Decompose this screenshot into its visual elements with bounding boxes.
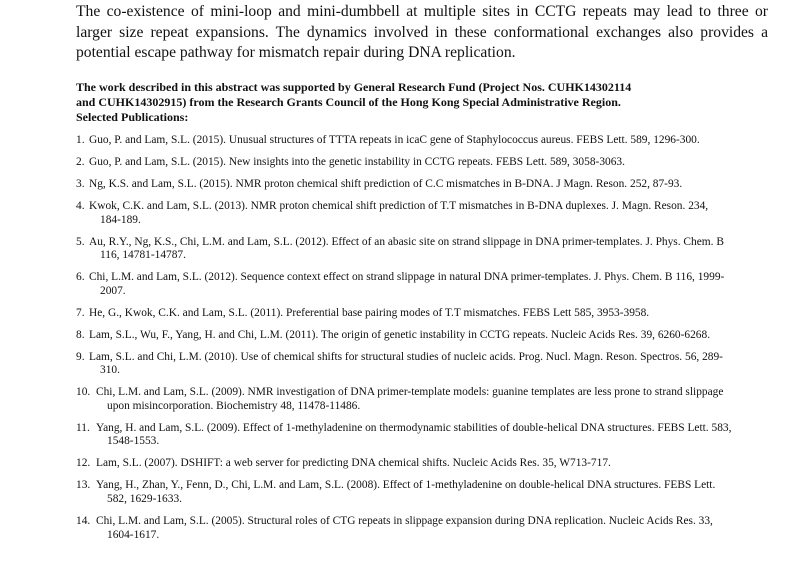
publication-number: 5. (76, 235, 85, 248)
publication-item (76, 351, 768, 378)
publication-number: 8. (76, 328, 85, 341)
publication-text: Chi, L.M. and Lam, S.L. (2005). Structural roles of CTG repeats in slippage expansion during DNA replication. Nucleic Acids Res. 33, (96, 514, 713, 527)
publication-continuation: 2007. (100, 284, 126, 297)
selected-publications-heading: Selected Publications: (76, 110, 189, 124)
publication-item (76, 422, 768, 449)
publication-number: 4. (76, 199, 85, 212)
publication-item (76, 457, 768, 471)
publication-number: 10. (76, 386, 91, 399)
publication-number: 1. (76, 134, 85, 146)
publication-text: Guo, P. and Lam, S.L. (2015). New insights into the genetic instability in CCTG repeats. FEBS Lett. 589, 3058-3063. (89, 155, 625, 168)
publication-item (76, 515, 768, 542)
publication-item (76, 178, 768, 192)
publication-number: 12. (76, 457, 91, 470)
publication-number: 7. (76, 306, 85, 319)
funding-line: and CUHK14302915) from the Research Grants Council of the Hong Kong Special Administrative Region. (76, 95, 621, 109)
publication-text: Yang, H., Zhan, Y., Fenn, D., Chi, L.M. and Lam, S.L. (2008). Effect of 1-methyladenine on double-helical DNA structures. FEBS Lett. (96, 479, 716, 492)
publication-text: He, G., Kwok, C.K. and Lam, S.L. (2011). Preferential base pairing modes of T.T mismatches. FEBS Lett 585, 3953-3958. (89, 306, 650, 319)
publication-text: Yang, H. and Lam, S.L. (2009). Effect of 1-methyladenine on thermodynamic stabilities of double-helical DNA structures. FEBS Lett. 583, (96, 421, 732, 434)
publication-number: 14. (76, 514, 91, 527)
publication-item (76, 156, 768, 170)
publication-continuation: 1548-1553. (107, 435, 160, 448)
publication-number: 6. (76, 271, 85, 284)
intro-paragraph: The co-existence of mini-loop and mini-dumbbell at multiple sites in CCTG repeats may lead to three or larger size repeat expansions. The dynamics involved in these conformational exchanges also provides a potential escape pathway for mismatch repair during DNA replication. (76, 3, 768, 61)
publication-text: Kwok, C.K. and Lam, S.L. (2013). NMR proton chemical shift prediction of T.T mismatches in B-DNA duplexes. J. Magn. Reson. 234, (89, 199, 709, 212)
publication-continuation: 116, 14781-14787. (100, 249, 186, 262)
publication-list (76, 134, 768, 551)
publication-text: Guo, P. and Lam, S.L. (2015). Unusual structures of TTTA repeats in icaC gene of Staphylococcus aureus. FEBS Lett. 589, 1296-300. (89, 134, 700, 146)
publication-item (76, 134, 768, 148)
publication-number: 13. (76, 479, 91, 492)
publication-number: 9. (76, 350, 85, 363)
publication-text: Chi, L.M. and Lam, S.L. (2009). NMR investigation of DNA primer-template models: guanine templates are less prone to strand slippage (96, 386, 724, 399)
publication-text: Ng, K.S. and Lam, S.L. (2015). NMR proton chemical shift prediction of C.C mismatches in B-DNA. J Magn. Reson. 252, 87-93. (89, 177, 683, 190)
publication-number: 3. (76, 177, 85, 190)
publication-number: 2. (76, 155, 85, 168)
publication-text: Lam, S.L. and Chi, L.M. (2010). Use of chemical shifts for structural studies of nucleic acids. Prog. Nucl. Magn. Reson. Spectros. 56, 289- (89, 350, 723, 363)
publication-item (76, 271, 768, 298)
publication-item (76, 329, 768, 343)
publication-item (76, 200, 768, 227)
publication-item (76, 307, 768, 321)
publication-item (76, 386, 768, 413)
publication-continuation: 184-189. (100, 213, 141, 226)
funding-statement (76, 80, 768, 125)
publication-number: 11. (76, 421, 90, 434)
funding-line: The work described in this abstract was supported by General Research Fund (Project Nos. CUHK14302114 (76, 80, 632, 94)
publication-item (76, 236, 768, 263)
publication-continuation: 1604-1617. (107, 528, 160, 541)
publication-text: Chi, L.M. and Lam, S.L. (2012). Sequence context effect on strand slippage in natural DNA primer-templates. J. Phys. Chem. B 116, 1999- (89, 271, 725, 284)
publication-text: Au, R.Y., Ng, K.S., Chi, L.M. and Lam, S.L. (2012). Effect of an abasic site on strand slippage in DNA primer-templates. J. Phys. Chem. B (89, 235, 724, 248)
publication-text: Lam, S.L., Wu, F., Yang, H. and Chi, L.M. (2011). The origin of genetic instability in CCTG repeats. Nucleic Acids Res. 39, 6260-6268. (89, 328, 711, 341)
publication-continuation: 310. (100, 364, 120, 377)
publication-continuation: 582, 1629-1633. (107, 492, 182, 505)
publication-text: Lam, S.L. (2007). DSHIFT: a web server for predicting DNA chemical shifts. Nucleic Acids Res. 35, W713-717. (96, 457, 611, 470)
publication-item (76, 479, 768, 506)
publication-continuation: upon misincorporation. Biochemistry 48, 11478-11486. (107, 399, 361, 412)
